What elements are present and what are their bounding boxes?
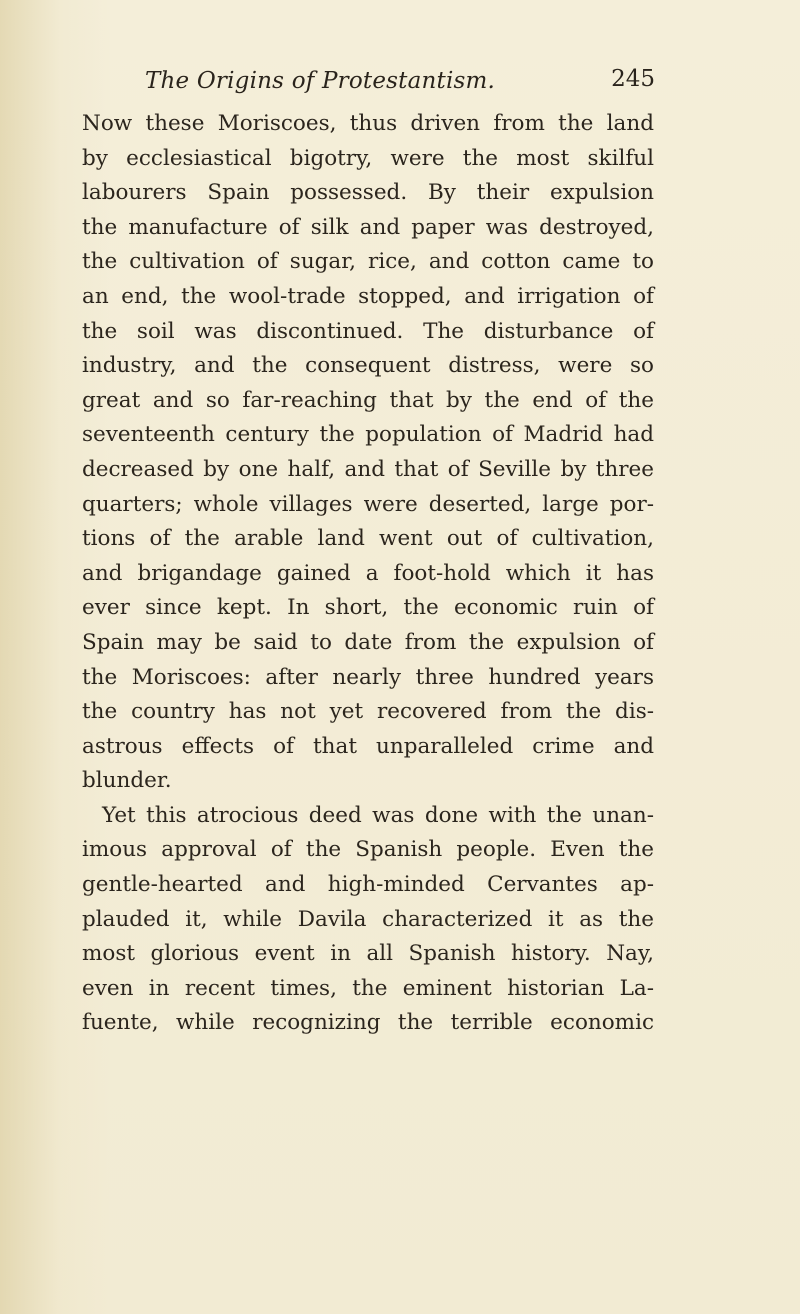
text-line: an end, the wool-trade stopped, and irrigation of xyxy=(82,283,654,309)
text-line: most glorious event in all Spanish history. Nay, xyxy=(82,941,654,967)
running-header xyxy=(145,62,655,102)
body-text xyxy=(82,107,654,1041)
text-line: blunder. xyxy=(82,768,172,794)
text-line: ever since kept. In short, the economic ruin of xyxy=(82,595,654,621)
text-line: the manufacture of silk and paper was destroyed, xyxy=(82,214,654,240)
running-title: The Origins of Protestantism. xyxy=(145,68,496,94)
text-line: plauded it, while Davila characterized it as the xyxy=(82,906,654,932)
text-line: the Moriscoes: after nearly three hundred years xyxy=(82,664,654,690)
text-line: seventeenth century the population of Madrid had xyxy=(82,422,654,448)
text-line: Yet this atrocious deed was done with the unan- xyxy=(102,802,654,828)
text-line: the cultivation of sugar, rice, and cotton came to xyxy=(82,249,654,275)
text-line: even in recent times, the eminent historian La- xyxy=(82,975,654,1001)
text-line: imous approval of the Spanish people. Even the xyxy=(82,837,654,863)
page-number: 245 xyxy=(611,66,655,92)
text-line: great and so far-reaching that by the end of the xyxy=(82,387,654,413)
paragraph-2 xyxy=(82,799,654,1041)
text-line: labourers Spain possessed. By their expulsion xyxy=(82,180,654,206)
text-line: by ecclesiastical bigotry, were the most skilful xyxy=(82,145,654,171)
text-line: tions of the arable land went out of cultivation, xyxy=(82,526,654,552)
text-line: fuente, while recognizing the terrible economic xyxy=(82,1010,654,1036)
text-line: astrous effects of that unparalleled crime and xyxy=(82,733,654,759)
text-line: Spain may be said to date from the expulsion of xyxy=(82,629,654,655)
text-line: decreased by one half, and that of Seville by three xyxy=(82,456,654,482)
text-line: the soil was discontinued. The disturbance of xyxy=(82,318,654,344)
text-line: the country has not yet recovered from the dis- xyxy=(82,699,654,725)
text-line: quarters; whole villages were deserted, large por- xyxy=(82,491,654,517)
text-line: industry, and the consequent distress, were so xyxy=(82,353,654,379)
text-line: gentle-hearted and high-minded Cervantes ap- xyxy=(82,872,654,898)
text-line: and brigandage gained a foot-hold which it has xyxy=(82,560,654,586)
paragraph-1 xyxy=(82,107,654,799)
text-line: Now these Moriscoes, thus driven from the land xyxy=(82,111,654,136)
